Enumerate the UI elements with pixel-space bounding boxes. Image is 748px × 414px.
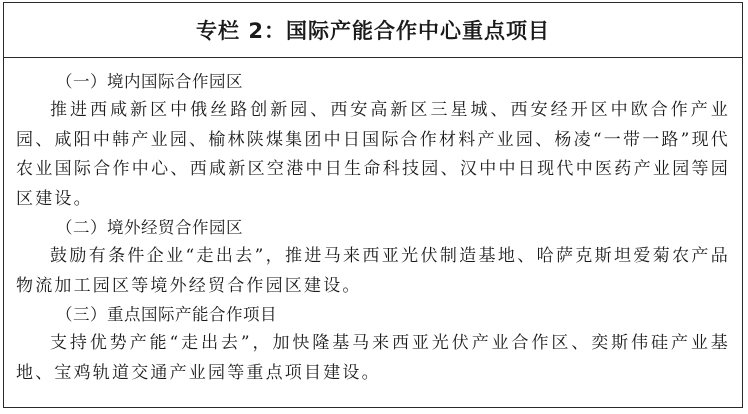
column-title: 专栏 2：国际产能合作中心重点项目 (4, 3, 742, 58)
column-content (4, 58, 742, 388)
section-body-key-projects: 支持优势产能“走出去”，加快隆基马来西亚光伏产业合作区、奕斯伟硅产业基地、宝鸡轨道交通产业园等重点项目建设。 (16, 333, 730, 383)
section-body-overseas-parks: 鼓励有条件企业“走出去”，推进马来西亚光伏制造基地、哈萨克斯坦爱菊农产品物流加工园区等境外经贸合作园区建设。 (16, 246, 730, 296)
section-heading-key-projects: （三）重点国际产能合作项目 (56, 305, 277, 324)
section-heading-overseas-parks: （二）境外经贸合作园区 (56, 218, 243, 237)
section-body-domestic-parks: 推进西咸新区中俄丝路创新园、西安高新区三星城、西安经开区中欧合作产业园、咸阳中韩产业园、榆林陕煤集团中日国际合作材料产业园、杨凌“一带一路”现代农业国际合作中心、西咸新区空港中日生命科技园、汉中中日现代中医药产业园等园区建设。 (16, 100, 730, 209)
section-heading-domestic-parks: （一）境内国际合作园区 (56, 72, 243, 91)
column-box (3, 2, 743, 408)
